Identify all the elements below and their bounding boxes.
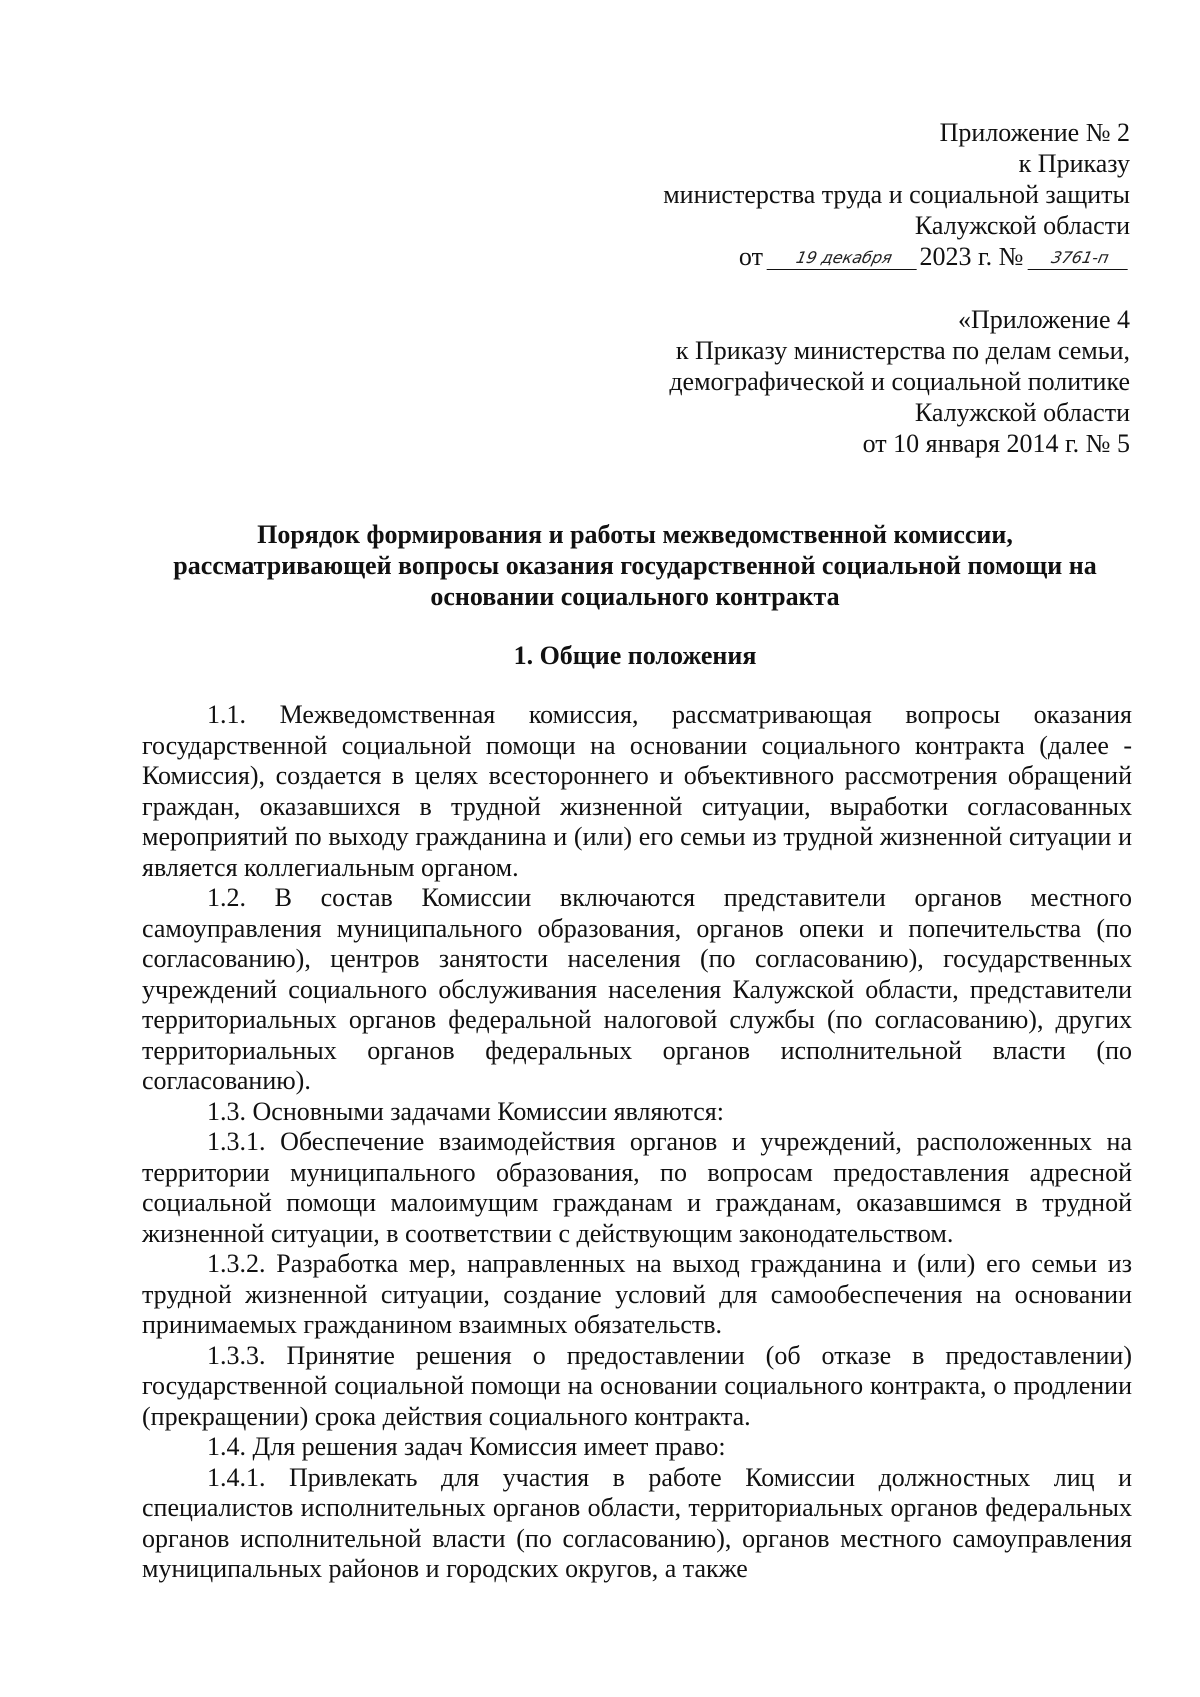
- appendix-4-date: от 10 января 2014 г. № 5: [862, 429, 1130, 458]
- paragraph-1-3: 1.3. Основными задачами Комиссии являются:: [207, 1096, 724, 1126]
- appendix-4-header: [669, 304, 1130, 459]
- appendix-2-ministry: министерства труда и социальной защиты: [663, 180, 1130, 209]
- appendix-4-label: «Приложение 4: [957, 305, 1130, 334]
- appendix-4-region: Калужской области: [914, 398, 1130, 427]
- paragraph-1-3-2: 1.3.2. Разработка мер, направленных на выход гражданина и (или) его семьи из трудной жизненной ситуации, создание условий для самообеспечения на основании принимаемых гражданином взаимных обязательств.: [142, 1249, 1132, 1339]
- date-year-number-label: 2023 г. №: [919, 242, 1024, 271]
- title-line-1: Порядок формирования и работы межведомственной комиссии,: [257, 520, 1013, 549]
- appendix-2-order-ref: к Приказу: [1018, 149, 1130, 178]
- paragraph-1-2: 1.2. В состав Комиссии включаются представители органов местного самоуправления муниципального образования, органов опеки и попечительства (по согласованию), центров занятости населения (по согласованию), государственных учреждений социального обслуживания населения Калужской области, представители территориальных органов федеральной налоговой службы (по согласованию), других территориальных органов федеральных органов исполнительной власти (по согласованию).: [142, 883, 1132, 1095]
- appendix-2-date-line: [663, 241, 1130, 272]
- paragraph-1-3-1: 1.3.1. Обеспечение взаимодействия органов и учреждений, расположенных на территории муниципального образования, по вопросам предоставления адресной социальной помощи малоимущим гражданам и гражданам, оказавшимся в трудной жизненной ситуации, в соответствии с действующим законодательством.: [142, 1127, 1132, 1248]
- date-prefix: от: [738, 242, 763, 271]
- section-heading: 1. Общие положения: [513, 641, 757, 670]
- paragraph-1-4: 1.4. Для решения задач Комиссия имеет право:: [207, 1432, 726, 1461]
- paragraph-1-4-1: 1.4.1. Привлекать для участия в работе Комиссии должностных лиц и специалистов исполнительных органов области, территориальных органов федеральных органов исполнительной власти (по согласованию), органов местного самоуправления муниципальных районов и городских округов, а также: [142, 1462, 1132, 1583]
- appendix-4-policy: демографической и социальной политике: [669, 367, 1130, 396]
- title-line-3: основании социального контракта: [430, 582, 840, 611]
- appendix-4-order-ref: к Приказу министерства по делам семьи,: [675, 336, 1130, 365]
- handwritten-order-number: 3761-п: [1028, 247, 1133, 270]
- section-body: [142, 700, 1132, 1585]
- title-line-2: рассматривающей вопросы оказания государственной социальной помощи на: [173, 551, 1097, 580]
- appendix-2-region: Калужской области: [914, 211, 1130, 240]
- handwritten-date: 19 декабря: [767, 247, 922, 270]
- appendix-2-label: Приложение № 2: [939, 118, 1130, 147]
- paragraph-1-3-3: 1.3.3. Принятие решения о предоставлении (об отказе в предоставлении) государственной социальной помощи на основании социального контракта, о продлении (прекращении) срока действия социального контракта.: [142, 1340, 1132, 1431]
- document-title: [140, 519, 1130, 612]
- appendix-2-header: [663, 117, 1130, 272]
- paragraph-1-1: 1.1. Межведомственная комиссия, рассматривающая вопросы оказания государственной социальной помощи на основании социального контракта (далее - Комиссия), создается в целях всестороннего и объективного рассмотрения обращений граждан, оказавшихся в трудной жизненной ситуации, выработки согласованных мероприятий по выходу гражданина и (или) его семьи из трудной жизненной ситуации и является коллегиальным органом.: [142, 700, 1132, 882]
